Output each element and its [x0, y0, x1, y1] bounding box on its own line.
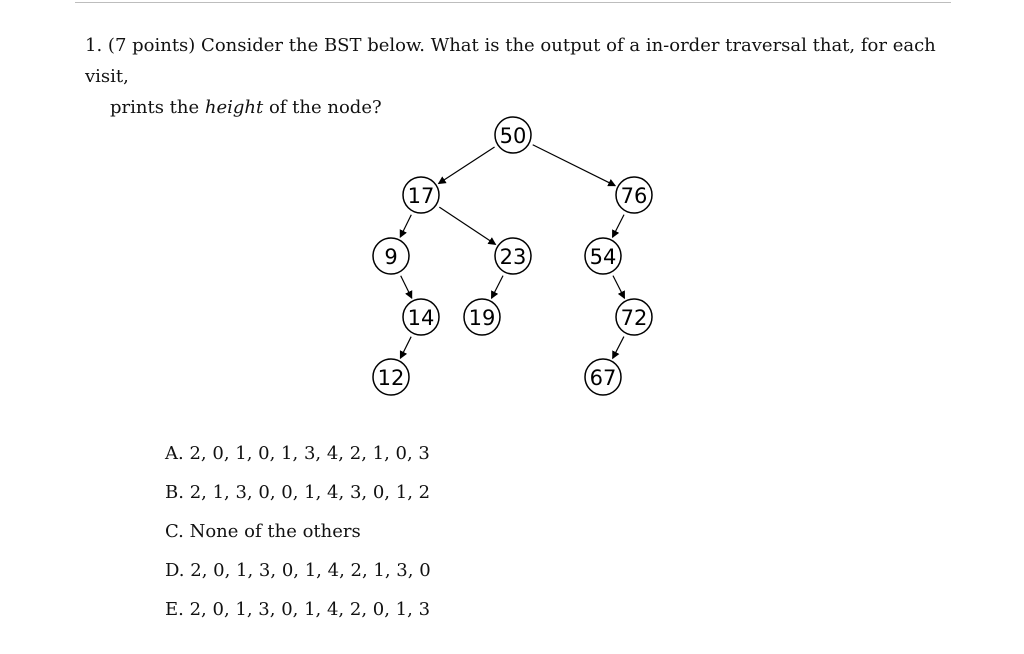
tree-node-17	[403, 177, 439, 213]
tree-node-23	[495, 238, 531, 274]
tree-node-9	[373, 238, 409, 274]
question-emphasis: height	[204, 97, 264, 118]
edge-n50-n17	[439, 147, 495, 184]
answer-options	[165, 443, 431, 638]
edge-n54-n72	[613, 276, 625, 299]
tree-node-76	[616, 177, 652, 213]
node-label: 50	[499, 124, 527, 148]
option-text: 2, 0, 1, 3, 0, 1, 4, 2, 0, 1, 3	[189, 599, 431, 620]
option-text: None of the others	[189, 521, 361, 542]
tree-node-72	[616, 299, 652, 335]
node-label: 9	[384, 245, 398, 269]
tree-node-12	[373, 359, 409, 395]
option-letter: B.	[165, 482, 184, 503]
question-prompt-cont: prints the	[110, 97, 205, 118]
question-number: 1.	[85, 35, 103, 56]
option-letter: A.	[165, 443, 184, 464]
node-label: 54	[589, 245, 617, 269]
edge-n72-n67	[613, 337, 624, 359]
edge-n14-n12	[400, 337, 411, 359]
edge-n76-n54	[613, 215, 625, 238]
option-d[interactable]	[165, 560, 431, 599]
tree-node-67	[585, 359, 621, 395]
option-e[interactable]	[165, 599, 431, 638]
tree-node-54	[585, 238, 621, 274]
node-label: 12	[377, 366, 405, 390]
node-label: 23	[499, 245, 527, 269]
tree-node-50	[495, 117, 531, 153]
edge-n9-n14	[401, 276, 412, 298]
option-letter: C.	[165, 521, 184, 542]
edge-n23-n19	[492, 276, 504, 299]
tree-node-19	[464, 299, 500, 335]
option-b[interactable]	[165, 482, 431, 521]
node-label: 67	[589, 366, 617, 390]
node-label: 72	[620, 306, 648, 330]
edge-n50-n76	[533, 145, 615, 186]
edge-n17-n9	[400, 215, 411, 237]
question-prompt-end: of the node?	[263, 97, 382, 118]
option-c[interactable]	[165, 521, 431, 560]
node-label: 17	[407, 184, 435, 208]
node-label: 76	[620, 184, 648, 208]
option-letter: E.	[165, 599, 184, 620]
tree-node-14	[403, 299, 439, 335]
node-label: 14	[407, 306, 435, 330]
edge-n17-n23	[439, 207, 495, 244]
tree-nodes	[373, 117, 652, 395]
question-prompt: (7 points) Consider the BST below. What is the output of a in-order traversal that, for each visit,	[85, 35, 936, 87]
option-text: 2, 0, 1, 0, 1, 3, 4, 2, 1, 0, 3	[189, 443, 430, 464]
option-letter: D.	[165, 560, 185, 581]
option-text: 2, 1, 3, 0, 0, 1, 4, 3, 0, 1, 2	[189, 482, 431, 503]
node-label: 19	[468, 306, 496, 330]
option-text: 2, 0, 1, 3, 0, 1, 4, 2, 1, 3, 0	[190, 560, 431, 581]
option-a[interactable]	[165, 443, 431, 482]
